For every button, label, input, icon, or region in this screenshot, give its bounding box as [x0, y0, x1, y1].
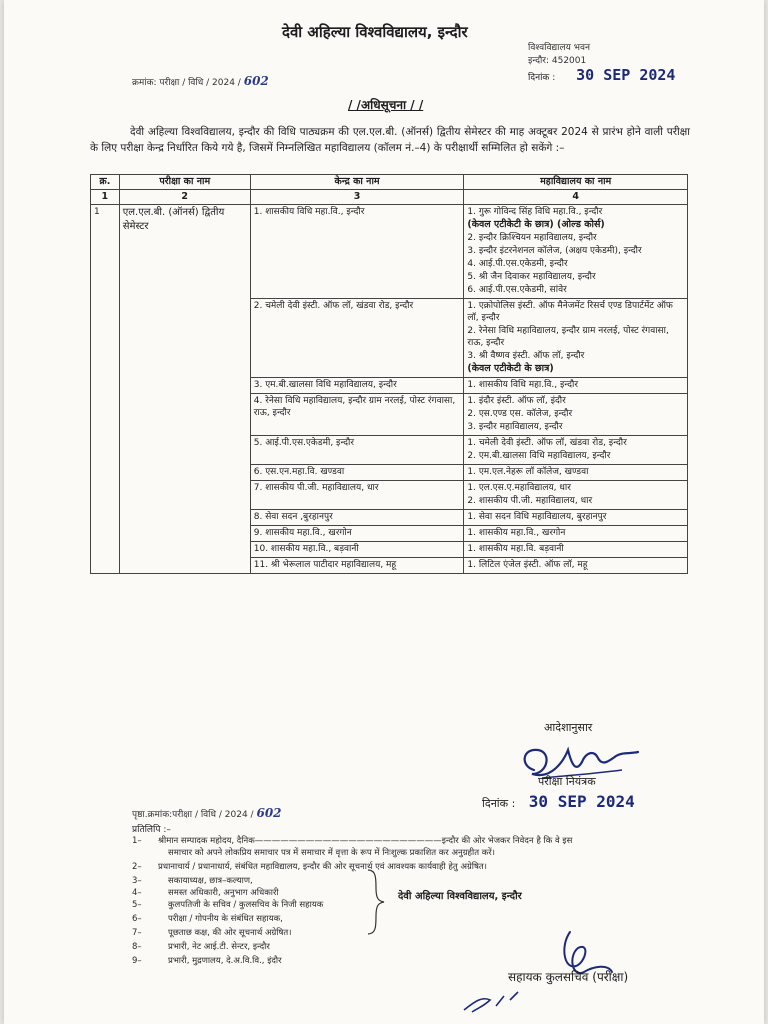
copy-item-text: समस्त अधिकारी, अनुभाग अधिकारी: [168, 888, 279, 898]
col-num-1: 1: [91, 190, 120, 205]
reference-handwritten: 602: [243, 74, 269, 88]
header-serial: क्र.: [91, 175, 120, 190]
college-list-cell: [464, 542, 688, 558]
copy-item-text: प्रधानाचार्य / प्रधानाधार्य, संबंधित महाविद्यालय, इन्दौर की ओर सूचनार्थ एवं आवश्यक कार्यवाही हेतु अग्रेषित।: [158, 862, 487, 872]
college-item: 1. गुरू गोविन्द सिंह विधि महा.वि., इन्दौर: [467, 207, 603, 217]
copy-list-item: [132, 862, 692, 874]
college-list-cell: [464, 436, 688, 465]
college-list: [467, 395, 684, 433]
centre-name-cell: 1. शासकीय विधि महा.वि., इन्दौर: [250, 205, 464, 299]
exam-name-cell: एल.एल.बी. (ऑनर्स) द्वितीय सेमेस्टर: [119, 205, 250, 574]
college-list: [467, 437, 684, 462]
centre-name-cell: 7. शासकीय पी.जी. महाविद्यालय, धार: [250, 481, 464, 510]
copy-item-number: 9–: [132, 956, 142, 966]
copy-item-number: 6–: [132, 914, 142, 924]
college-item: 1. एक्रोपोलिस इंस्टी. ऑफ मैनेजमेंट रिसर्च एण्ड डिपार्टमेंट ऑफ लॉ, इन्दौर: [467, 301, 673, 323]
col-num-2: 2: [119, 190, 250, 205]
copy-item-text: श्रीमान सम्पादक महोदय, दैनिक——————————————————————इन्दौर की ओर भेजकर निवेदन है कि वे इस: [158, 836, 573, 846]
by-order-text: आदेशानुसार: [544, 721, 593, 734]
college-list-cell: [464, 299, 688, 378]
college-item: 1. शासकीय विधि महा.वि., इन्दौर: [467, 380, 579, 390]
college-item: (केवल एटीकेटी के छात्र) (ओल्ड कोर्स): [467, 219, 605, 230]
copy-to-label: प्रतिलिपि :–: [132, 825, 171, 835]
header-college-name: महाविद्यालय का नाम: [464, 175, 688, 190]
college-item: 3. श्री वैष्णव इंस्टी. ऑफ लॉ, इन्दौर: [467, 351, 585, 361]
college-item: 1. एम.एल.नेहरू लॉ कॉलेज, खण्डवा: [467, 467, 589, 477]
college-item: 6. आई.पी.एस.एकेडमी, सांवेर: [467, 285, 567, 295]
copy-list-item: [132, 848, 692, 860]
university-title: देवी अहिल्या विश्वविद्यालय, इन्दौर: [282, 23, 468, 41]
copy-item-number: 5–: [132, 900, 142, 910]
copy-item-text: पूछताछ कक्ष, की ओर सूचनार्थ अग्रेषित।: [168, 928, 292, 938]
college-item: (केवल एटीकेटी के छात्र): [467, 363, 554, 374]
copy-item-text: प्रभारी, मुद्रणालय, दे.अ.वि.वि., इंदौर: [168, 956, 282, 966]
college-list-cell: [464, 510, 688, 526]
college-item: 3. इन्दौर महाविद्यालय, इन्दौर: [467, 422, 563, 432]
address-line-2: इन्दौर: 452001: [528, 56, 587, 66]
reference-printed: क्रमांक: परीक्षा / विधि / 2024 /: [132, 78, 241, 88]
assistant-registrar-designation: सहायक कुलसचिव (परीक्षा): [508, 970, 629, 984]
copy-item-text: समाचार को अपने लोकप्रिय समाचार पत्र में समाचार में वृत्ता के रूप में निःशुल्क प्रकाशित कर अनुग्रहीत करें।: [168, 848, 495, 858]
college-item: 2. इन्दौर क्रिश्चियन महाविद्यालय, इन्दौर: [467, 233, 597, 243]
copy-date-label: दिनांक :: [482, 797, 516, 810]
centre-name-cell: 11. श्री भेरूलाल पाटीदार महाविद्यालय, महू: [250, 558, 464, 574]
copy-reference-printed: पृष्ठा.क्रमांक:परीक्षा / विधि / 2024 /: [132, 810, 254, 820]
col-num-3: 3: [250, 190, 464, 205]
copy-item-number: 8–: [132, 942, 142, 952]
college-item: 3. इन्दौर इंटरनेशनल कॉलेज, (अक्षय एकेडमी), इन्दौर: [467, 246, 642, 256]
intro-paragraph: देवी अहिल्या विश्वविद्यालय, इन्दौर की विधि पाठ्यक्रम की एल.एल.बी. (ऑनर्स) द्वितीय सेमेस्टर की माह अक्टूबर 2024 से प्रारंभ होने वाली परीक्षा के लिए परीक्षा केन्द्र निर्धारित किये गये है, जिसमें निम्नलिखित महाविद्यालय (कॉलम नं.–4) के परीक्षार्थी सम्मिलित हो सकेंगे :–: [90, 126, 690, 154]
college-list-cell: [464, 394, 688, 436]
college-list: [467, 482, 684, 507]
header-centre-name: केन्द्र का नाम: [250, 175, 464, 190]
header-date: [528, 66, 675, 84]
copy-item-number: 1–: [132, 836, 142, 846]
centre-name-cell: 3. एम.बी.खालसा विधि महाविद्यालय, इन्दौर: [250, 378, 464, 394]
college-item: 1. सेवा सदन विधि महाविद्यालय, बुरहानपुर: [467, 512, 607, 522]
notification-heading: / /अधिसूचना / /: [348, 98, 424, 112]
centre-name-cell: 8. सेवा सदन ,बुरहानपुर: [250, 510, 464, 526]
copy-date-stamp: 30 SEP 2024: [528, 792, 635, 811]
college-item: 2. एस.एण्ड एस. कॉलेज, इन्दौर: [467, 409, 573, 419]
college-list: [467, 511, 684, 523]
centre-name-cell: 2. चमेली देवी इंस्टी. ऑफ लॉ, खंडवा रोड, इन्दौर: [250, 299, 464, 378]
college-list: [467, 379, 684, 391]
copy-item-number: 4–: [132, 888, 142, 898]
copy-date: [482, 792, 635, 811]
college-item: 2. एम.बी.खालसा विधि महाविद्यालय, इन्दौर: [467, 451, 611, 461]
serial-cell: 1: [91, 205, 120, 574]
exam-centre-table: [90, 174, 688, 574]
centre-name-cell: 4. रेनेसा विधि महाविद्यालय, इन्दौर ग्राम नरलई, पोस्ट रंगवासा, राऊ, इन्दौर: [250, 394, 464, 436]
centre-name-cell: 5. आई.पी.एस.एकेडमी, इन्दौर: [250, 436, 464, 465]
college-list: [467, 466, 684, 478]
copy-item-text: कुलपतिजी के सचिव / कुलसचिव के निजी सहायक: [168, 900, 324, 910]
college-item: 4. आई.पी.एस.एकेडमी, इन्दौर: [467, 259, 568, 269]
college-list: [467, 527, 684, 539]
copy-list-item: [132, 836, 692, 848]
college-item: 1. शासकीय महा.वि., खरगोन: [467, 528, 566, 538]
copy-list-item: [132, 914, 692, 926]
copy-item-text: सकायाध्यक्ष, छात्र–कल्याण,: [168, 876, 253, 886]
document-page: [4, 0, 764, 1024]
date-label: दिनांक :: [528, 73, 556, 83]
college-item: 2. शासकीय पी.जी. महाविद्यालय, धार: [467, 496, 593, 506]
copy-item-number: 7–: [132, 928, 142, 938]
copy-item-text: परीक्षा / गोपनीय के संबंधित सहायक,: [168, 914, 283, 924]
centre-name-cell: 9. शासकीय महा.वि., खरगोन: [250, 526, 464, 542]
copy-reference-handwritten: 602: [256, 806, 282, 820]
brace-label: देवी अहिल्या विश्वविद्यालय, इन्दौर: [398, 891, 522, 902]
college-list-cell: [464, 465, 688, 481]
college-item: 5. श्री जैन दिवाकर महाविद्यालय, इन्दौर: [467, 272, 596, 282]
address-line-1: विश्वविद्यालय भवन: [528, 43, 591, 53]
college-list-cell: [464, 526, 688, 542]
copy-list-item: [132, 876, 692, 888]
centre-name-cell: 6. एस.एन.महा.वि. खण्डवा: [250, 465, 464, 481]
header-exam-name: परीक्षा का नाम: [119, 175, 250, 190]
college-item: 1. लिटिल एंजेल इंस्टी. ऑफ लॉ, महू: [467, 560, 588, 570]
copy-item-number: 2–: [132, 862, 142, 872]
copy-item-number: 3–: [132, 876, 142, 886]
col-num-4: 4: [464, 190, 688, 205]
college-item: 1. एल.एस.ए.महाविद्यालय, धार: [467, 483, 571, 493]
brace-mark: [366, 868, 386, 936]
copy-reference: [132, 806, 282, 820]
centre-name-cell: 10. शासकीय महा.वि., बड़वानी: [250, 542, 464, 558]
date-stamp: 30 SEP 2024: [576, 66, 676, 84]
college-list: [467, 559, 684, 571]
college-item: 2. रेनेसा विधि महाविद्यालय, इन्दौर ग्राम नरलई, पोस्ट रंगवासा, राऊ, इन्दौर: [467, 326, 669, 348]
copy-item-text: प्रभारी, नेट आई.टी. सेन्टर, इन्दौर: [168, 942, 270, 952]
college-list-cell: [464, 205, 688, 299]
college-list-cell: [464, 481, 688, 510]
table-column-number-row: [91, 190, 688, 205]
reference-number: [132, 74, 269, 88]
college-item: 1. चमेली देवी इंस्टी. ऑफ लॉ, खंडवा रोड, इन्दौर: [467, 438, 627, 448]
college-list: [467, 300, 684, 375]
table-row: [91, 205, 688, 299]
college-item: 1. इंदौर इंस्टी. ऑफ लॉ, इंदौर: [467, 396, 566, 406]
college-list-cell: [464, 558, 688, 574]
college-list: [467, 543, 684, 555]
table-header-row: [91, 175, 688, 190]
controller-designation: परीक्षा नियंत्रक: [538, 775, 596, 788]
college-list: [467, 206, 684, 296]
college-item: 1. शासकीय महा.वि. बड़वानी: [467, 544, 564, 554]
college-list-cell: [464, 378, 688, 394]
